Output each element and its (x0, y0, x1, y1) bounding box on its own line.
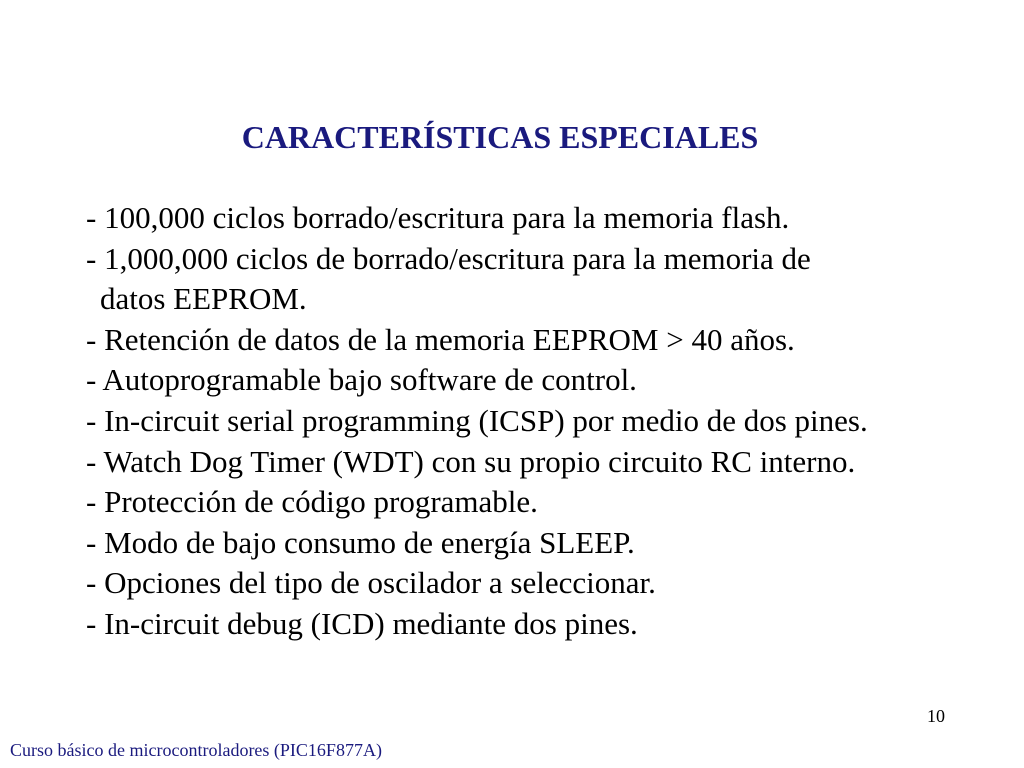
list-item-text: - 1,000,000 ciclos de borrado/escritura para la memoria de (86, 240, 811, 276)
list-item (86, 239, 986, 320)
list-item: - Opciones del tipo de oscilador a seleccionar. (86, 565, 656, 601)
feature-list (86, 198, 986, 645)
page-number: 10 (927, 706, 945, 726)
list-item: - 100,000 ciclos borrado/escritura para la memoria flash. (86, 200, 790, 235)
list-item: - Protección de código programable. (86, 484, 538, 520)
list-item: - In-circuit debug (ICD) mediante dos pines. (86, 605, 638, 641)
list-item: - In-circuit serial programming (ICSP) por medio de dos pines. (86, 402, 868, 438)
list-item: - Modo de bajo consumo de energía SLEEP. (86, 524, 635, 560)
list-item: - Autoprogramable bajo software de control. (86, 362, 637, 398)
list-item: - Watch Dog Timer (WDT) con su propio circuito RC interno. (86, 443, 856, 479)
slide-title: CARACTERÍSTICAS ESPECIALES (241, 119, 759, 155)
list-item-continuation: datos EEPROM. (100, 281, 307, 317)
list-item: - Retención de datos de la memoria EEPROM > 40 años. (86, 321, 795, 357)
footer-text: Curso básico de microcontroladores (PIC16F877A) (10, 740, 382, 760)
